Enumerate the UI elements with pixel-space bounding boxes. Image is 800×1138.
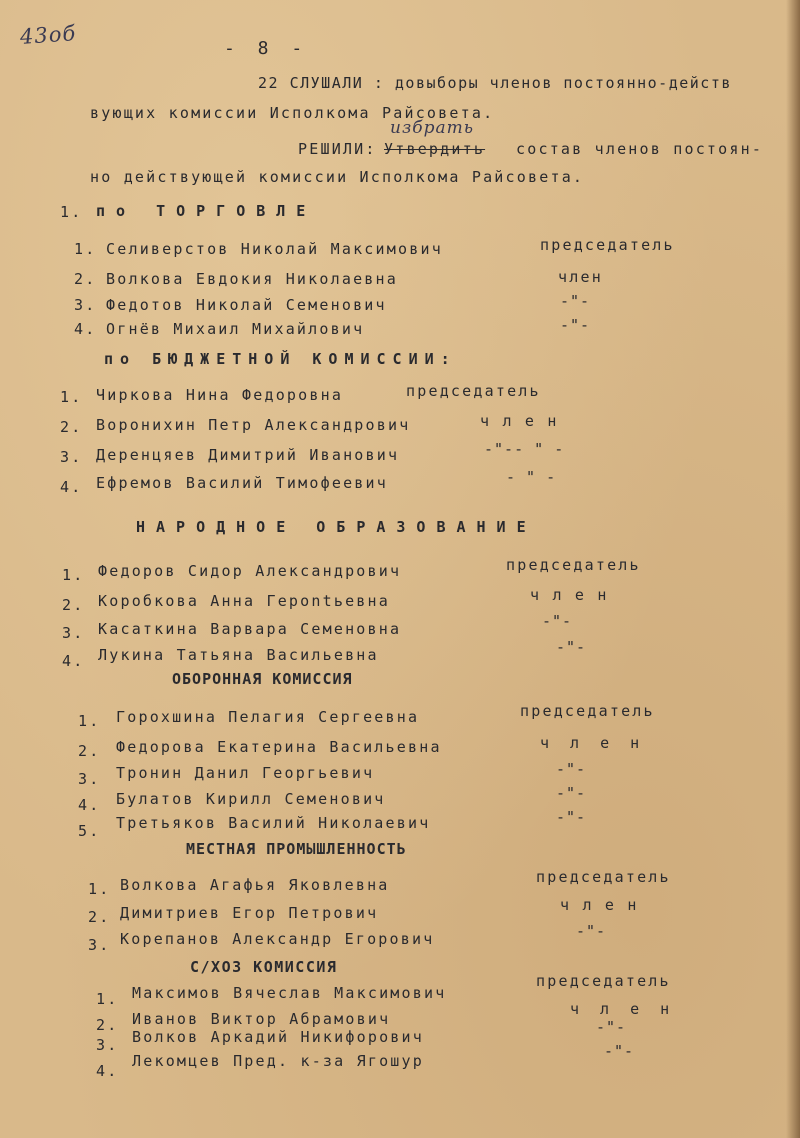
member-number: 1.	[60, 388, 83, 406]
commission-heading: ОБОРОННАЯ КОМИССИЯ	[172, 670, 353, 688]
member-number: 2.	[60, 418, 83, 436]
member-name: Касаткина Варвара Семеновна	[98, 620, 402, 638]
member-name: Лукина Татьяна Васильевна	[98, 646, 379, 664]
member-number: 1.	[74, 240, 97, 258]
member-name: Иванов Виктор Абрамович	[132, 1010, 391, 1028]
member-number: 4.	[96, 1062, 119, 1080]
page-number: - 8 -	[224, 38, 309, 59]
member-role: ч л е н	[570, 1000, 676, 1018]
commission-heading: по БЮДЖЕТНОЙ КОМИССИИ:	[104, 350, 457, 368]
member-number: 3.	[88, 936, 111, 954]
member-name: Волков Аркадий Никифорович	[132, 1028, 424, 1046]
member-name: Лекомцев Пред. к-за Ягошур	[132, 1052, 424, 1070]
member-role: председатель	[506, 556, 641, 574]
commission-heading: НАРОДНОЕ ОБРАЗОВАНИЕ	[136, 518, 537, 536]
member-role: ч л е н	[540, 734, 646, 752]
member-role: -"-	[556, 760, 587, 778]
member-number: 1.	[88, 880, 111, 898]
handwritten-correction: избрать	[390, 118, 474, 138]
member-role: ч л е н	[480, 412, 559, 430]
commission-heading: МЕСТНАЯ ПРОМЫШЛЕННОСТЬ	[186, 840, 407, 858]
member-name: Волкова Агафья Яковлевна	[120, 876, 390, 894]
member-role: - " -	[506, 468, 557, 486]
resolved-label: РЕШИЛИ:	[298, 140, 377, 158]
member-name: Максимов Вячеслав Максимович	[132, 984, 447, 1002]
member-name: Селиверстов Николай Максимович	[106, 240, 443, 258]
member-name: Горохшина Пелагия Сергеевна	[116, 708, 420, 726]
member-role: председатель	[536, 972, 671, 990]
page-edge-shadow	[786, 0, 800, 1138]
member-role: -"-	[556, 638, 587, 656]
member-role: ч л е н	[530, 586, 609, 604]
member-number: 3.	[74, 296, 97, 314]
member-role: председатель	[520, 702, 655, 720]
member-number: 3.	[78, 770, 101, 788]
member-name: Тронин Данил Георгьевич	[116, 764, 375, 782]
member-name: Федоров Сидор Александрович	[98, 562, 402, 580]
member-role: член	[558, 268, 603, 286]
member-role: -"-	[560, 292, 591, 310]
member-number: 4.	[60, 478, 83, 496]
member-number: 3.	[96, 1036, 119, 1054]
heard-line-2: вующих комиссии Исполкома Райсовета.	[90, 104, 495, 122]
member-number: 2.	[96, 1016, 119, 1034]
member-role: -"-	[560, 316, 591, 334]
member-name: Третьяков Василий Николаевич	[116, 814, 431, 832]
heard-line-1: 22 СЛУШАЛИ : довыборы членов постоянно-действ	[258, 74, 732, 92]
member-number: 2.	[78, 742, 101, 760]
member-role: -"-	[556, 784, 587, 802]
member-number: 1.	[78, 712, 101, 730]
member-name: Воронихин Петр Александрович	[96, 416, 411, 434]
resolved-line-2: но действующей комиссии Исполкома Райсовета.	[90, 168, 585, 186]
member-name: Огнёв Михаил Михайлович	[106, 320, 365, 338]
commission-heading: С/ХОЗ КОМИССИЯ	[190, 958, 338, 976]
commission-heading: по ТОРГОВЛЕ	[96, 202, 317, 220]
member-name: Ефремов Василий Тимофеевич	[96, 474, 388, 492]
member-role: председатель	[406, 382, 541, 400]
member-role: -"-	[542, 612, 573, 630]
member-role: -"-- " -	[484, 440, 565, 458]
member-number: 1.	[62, 566, 85, 584]
member-role: председатель	[536, 868, 671, 886]
member-number: 2.	[62, 596, 85, 614]
member-number: 4.	[78, 796, 101, 814]
member-role: -"-	[604, 1042, 635, 1060]
member-role: -"-	[576, 922, 607, 940]
member-number: 1.	[96, 990, 119, 1008]
member-name: Корепанов Александр Егорович	[120, 930, 435, 948]
member-number: 2.	[88, 908, 111, 926]
member-name: Коробкова Анна Герontьевна	[98, 592, 390, 610]
member-number: 5.	[78, 822, 101, 840]
struck-word: Утвердить	[384, 140, 486, 158]
member-number: 2.	[74, 270, 97, 288]
member-name: Федотов Николай Семенович	[106, 296, 387, 314]
commission-heading-number: 1.	[60, 203, 83, 221]
member-name: Волкова Евдокия Николаевна	[106, 270, 398, 288]
member-number: 3.	[60, 448, 83, 466]
member-number: 3.	[62, 624, 85, 642]
archive-sheet-mark: 43об	[19, 21, 77, 49]
member-role: ч л е н	[560, 896, 639, 914]
member-role: -"-	[596, 1018, 627, 1036]
resolved-line-1: состав членов постоян-	[516, 140, 764, 158]
member-name: Чиркова Нина Федоровна	[96, 386, 344, 404]
member-number: 4.	[62, 652, 85, 670]
member-number: 4.	[74, 320, 97, 338]
member-name: Булатов Кирилл Семенович	[116, 790, 386, 808]
member-role: -"-	[556, 808, 587, 826]
member-name: Деренцяев Димитрий Иванович	[96, 446, 400, 464]
member-name: Федорова Екатерина Васильевна	[116, 738, 442, 756]
member-name: Димитриев Егор Петрович	[120, 904, 379, 922]
member-role: председатель	[540, 236, 675, 254]
